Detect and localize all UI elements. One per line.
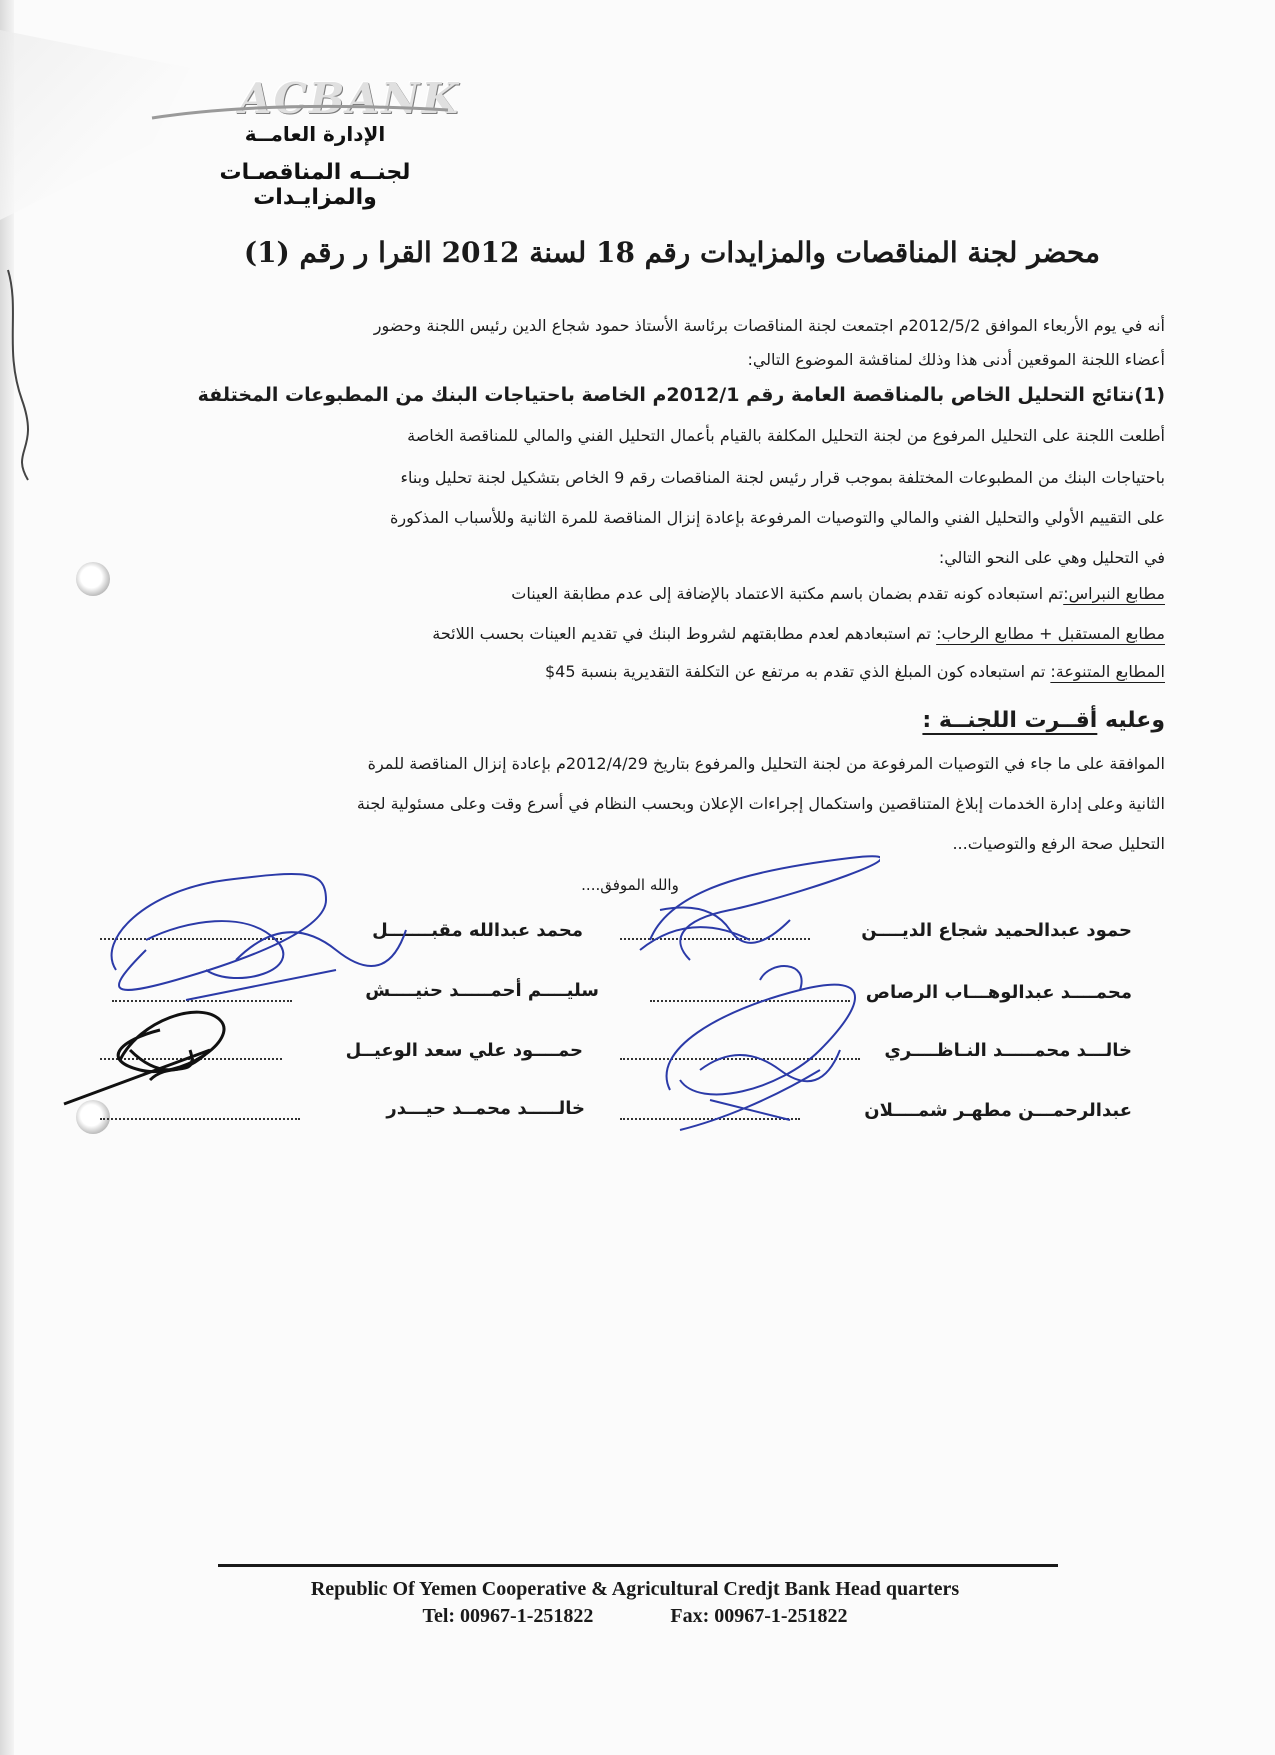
signatory-name: حمــــود علي سعد الوعيــل (345, 1040, 583, 1061)
finding-term: مطابع المستقبل + مطابع الرحاب: (936, 624, 1165, 643)
resolution-line: الثانية وعلى إدارة الخدمات إبلاغ المتناقصين واستكمال إجراءات الإعلان وبحسب النظام في أسرع وقت وعلى مسئولية لجنة (356, 794, 1165, 813)
signatory-name: حمود عبدالحميد شجاع الديــــن (861, 920, 1132, 941)
resolution-heading-prefix: وعليه (1097, 708, 1165, 733)
resolution-heading-main: أقــرت اللجنــة : (922, 708, 1098, 733)
finding-text: تم استبعادهم لعدم مطابقتهم لشروط البنك في تقديم العينات بحسب اللائحة (432, 624, 937, 643)
closing-phrase: والله الموفق.... (581, 876, 679, 894)
body-line: في التحليل وهي على النحو التالي: (938, 548, 1165, 567)
footer-organization: Republic Of Yemen Cooperative & Agricultural Credjt Bank Head quarters (310, 1578, 960, 1600)
finding-term: مطابع النبراس: (1063, 584, 1165, 603)
handwritten-signature (60, 990, 280, 1120)
finding-item (511, 584, 1165, 603)
footer-contacts (180, 1605, 1090, 1628)
footer-tel: Tel: 00967-1-251822 (422, 1605, 594, 1627)
intro-line: أعضاء اللجنة الموقعين أدنى هذا وذلك لمناقشة الموضوع التالي: (747, 350, 1165, 369)
margin-scribble (0, 250, 40, 490)
signatory-name: خالـــــد محمــد حيـــدر (386, 1098, 585, 1119)
finding-text: تم استبعاده كونه تقدم بضمان باسم مكتبة الاعتماد بالإضافة إلى عدم مطابقة العينات (511, 584, 1064, 603)
committee-name: لجنــه المناقصـات والمزايـدات (219, 160, 411, 210)
signatory-name: خالـــد محمـــــد النـاظــــري (884, 1040, 1132, 1061)
resolution-line: الموافقة على ما جاء في التوصيات المرفوعة من لجنة التحليل والمرفوع بتاريخ 2012/4/29م بإعادة إنزال المناقصة للمرة (367, 754, 1165, 773)
body-line: باحتياجات البنك من المطبوعات المختلفة بموجب قرار رئيس لجنة المناقصات رقم 9 الخاص بتشكيل لجنة تحليل وبناء (400, 468, 1165, 487)
footer-rule (218, 1564, 1058, 1567)
section-heading: (1)نتائج التحليل الخاص بالمناقصة العامة رقم 2012/1م الخاصة باحتياجات البنك من المطبوعات المختلفة (197, 384, 1165, 406)
footer-fax: Fax: 00967-1-251822 (670, 1605, 848, 1627)
resolution-heading (922, 708, 1165, 733)
signatory-name: سليــــم أحمـــــد حنيــــش (365, 980, 599, 1001)
resolution-line: التحليل صحة الرفع والتوصيات... (952, 834, 1165, 853)
logo-swoosh (150, 104, 450, 122)
body-line: أطلعت اللجنة على التحليل المرفوع من لجنة التحليل المكلفة بالقيام بأعمال التحليل الفني والمالي للمناقصة الخاصة (407, 426, 1165, 445)
signatory-name: محمد عبدالله مقبـــــــل (372, 920, 583, 941)
finding-term: المطابع المتنوعة: (1050, 662, 1165, 681)
document-title: محضر لجنة المناقصات والمزايدات رقم 18 لسنة 2012 القرا ر رقم (1) (243, 236, 1100, 269)
finding-item (545, 662, 1165, 681)
finding-text: تم استبعاده كون المبلغ الذي تقدم به مرتفع عن التكلفة التقديرية بنسبة 45$ (544, 662, 1051, 681)
folded-corner (0, 30, 190, 220)
signatory-name: عبدالرحمـــن مطهـر شمــــلان (864, 1100, 1132, 1121)
signatory-name: محمــــد عبدالوهـــاب الرصاص (865, 982, 1132, 1003)
punch-hole (76, 562, 110, 596)
body-line: على التقييم الأولي والتحليل الفني والمالي والتوصيات المرفوعة بإعادة إنزال المناقصة للمرة الثانية وللأسباب المذكورة (390, 508, 1165, 527)
bank-logo: ACBANK (239, 74, 460, 123)
intro-line: أنه في يوم الأربعاء الموافق 2012/5/2م اجتمعت لجنة المناقصات برئاسة الأستاذ حمود شجاع الدين رئيس اللجنة وحضور (373, 316, 1165, 335)
handwritten-signature (640, 950, 870, 1140)
finding-item (432, 624, 1165, 643)
department-name: الإدارة العامــة (244, 122, 386, 146)
